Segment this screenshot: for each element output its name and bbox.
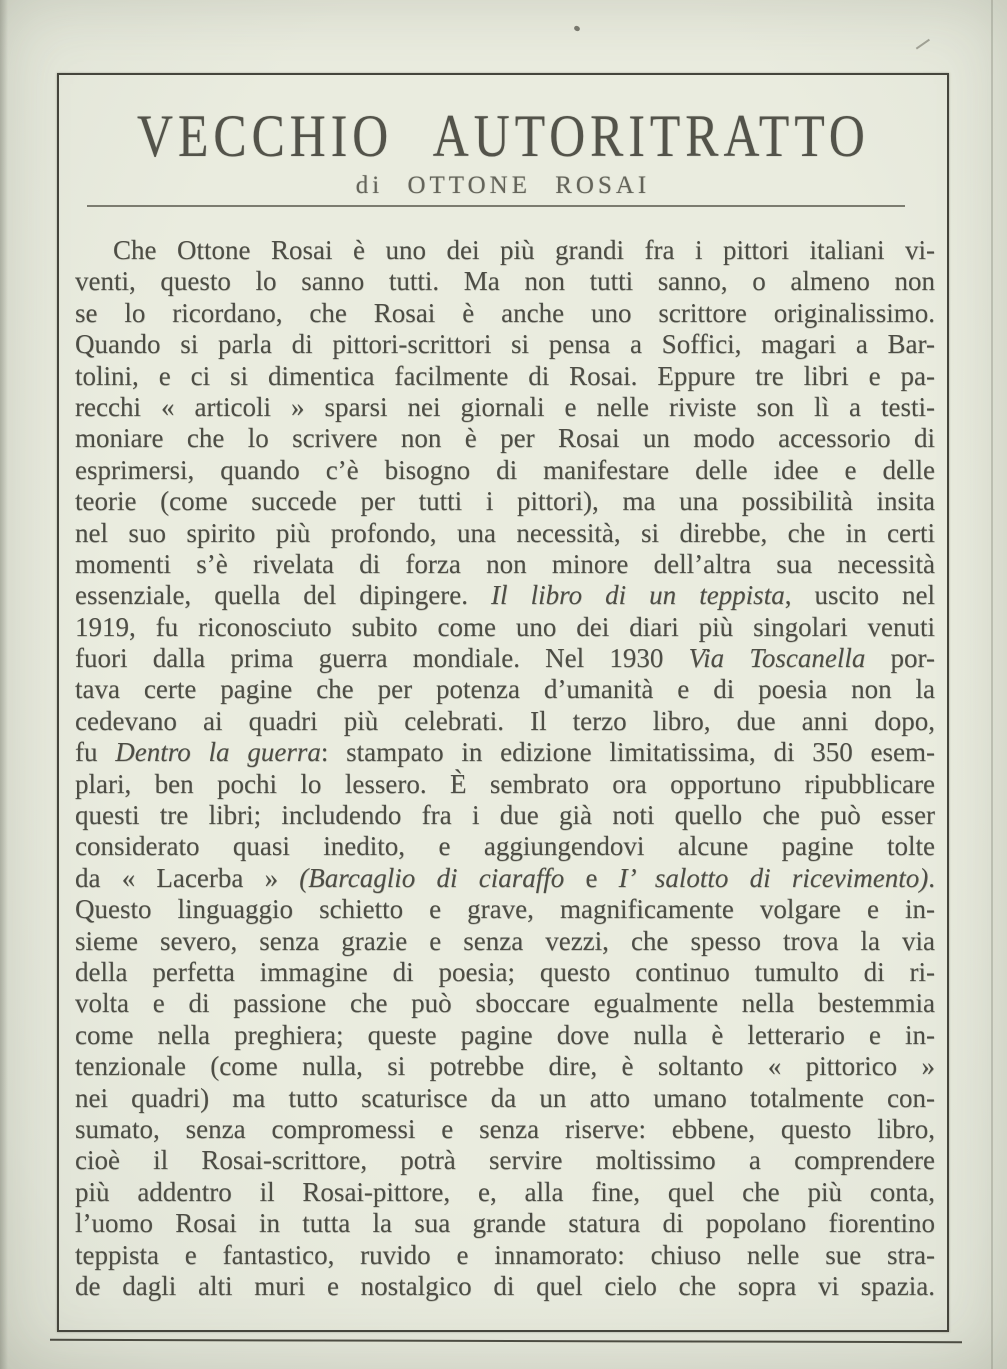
text-segment: Che Ottone Rosai è uno dei più grandi fra i pittori italiani vi- [113, 235, 935, 265]
page-frame [57, 73, 949, 1332]
book-title-italic: Il libro di un teppista [491, 580, 785, 611]
text-segment: moniare che lo scrivere non è per Rosai un modo accessorio di [75, 423, 935, 454]
text-segment: por- [865, 643, 936, 674]
text-segment: della perfetta immagine di poesia; questo continuo tumulto di ri- [75, 956, 935, 987]
text-line [75, 1145, 935, 1176]
text-segment: cedevano ai quadri più celebrati. Il terzo libro, due anni dopo, [75, 705, 935, 736]
text-line [75, 894, 935, 925]
text-segment: da « Lacerba » [75, 862, 300, 893]
text-line [75, 737, 935, 768]
page-edge-line-right [991, 0, 993, 1369]
article-title-text: VECCHIO AUTORITRATTO [136, 103, 870, 169]
bottom-double-rule [50, 1339, 962, 1343]
text-segment: più addentro il Rosai-pittore, e, alla fine, quel che più conta, [75, 1176, 935, 1207]
text-segment: tava certe pagine che per potenza d’umanità e di poesia non la [75, 674, 935, 705]
text-line [75, 1051, 935, 1082]
text-segment: momenti s’è rivelata di forza non minore dell’altra sua necessità [75, 548, 935, 579]
text-segment: teorie (come succede per tutti i pittori), ma una possibilità insita [75, 486, 935, 517]
text-segment: sieme severo, senza grazie e senza vezzi, che spesso trova la via [75, 925, 935, 956]
text-segment: fuori dalla prima guerra mondiale. Nel 1930 [75, 643, 689, 674]
text-segment: tenzionale (come nulla, si potrebbe dire, è soltanto « pittorico » [75, 1051, 935, 1082]
text-line [75, 831, 935, 862]
text-line [75, 800, 935, 831]
text-segment: plari, ben pochi lo lessero. È sembrato ora opportuno ripubblicare [75, 768, 935, 799]
text-line [75, 549, 935, 580]
text-line [75, 926, 935, 957]
text-line [75, 612, 935, 643]
text-segment: de dagli alti muri e nostalgico di quel cielo che sopra vi spazia. [75, 1270, 935, 1301]
text-segment: . [928, 862, 936, 893]
text-segment: venti, questo lo sanno tutti. Ma non tutti sanno, o almeno non [75, 266, 935, 297]
book-title-italic: I’ salotto di ricevimento) [618, 862, 929, 893]
text-line [75, 957, 935, 988]
text-segment: tolini, e ci si dimentica facilmente di Rosai. Eppure tre libri e pa- [75, 360, 935, 391]
byline [59, 172, 947, 200]
ink-speck [573, 25, 581, 32]
text-line [75, 1114, 935, 1145]
text-segment: recchi « articoli » sparsi nei giornali e nelle riviste son lì a testi- [75, 391, 935, 422]
book-title-italic: (Barcaglio di ciaraffo [299, 862, 565, 893]
text-line [75, 1240, 935, 1271]
text-segment: Quando si parla di pittori-scrittori si pensa a Soffici, magari a Bar- [75, 329, 935, 360]
text-line [75, 643, 935, 674]
byline-prefix: di [355, 172, 384, 199]
text-line [75, 361, 935, 392]
text-segment: cioè il Rosai-scrittore, potrà servire moltissimo a comprendere [75, 1145, 935, 1176]
text-segment: questi tre libri; includendo fra i due già noti quello che può esser [75, 800, 935, 831]
text-line [75, 455, 935, 486]
text-line [75, 235, 935, 266]
text-line [75, 1083, 935, 1114]
text-segment: volta e di passione che può sboccare egualmente nella bestemmia [75, 988, 935, 1019]
text-line [75, 674, 935, 705]
text-segment: sumato, senza compromessi e senza riserve: ebbene, questo libro, [75, 1113, 935, 1144]
text-segment: 1919, fu riconosciuto subito come uno dei diari più singolari venuti [75, 611, 935, 642]
text-line [75, 486, 935, 517]
book-title-italic: Dentro la guerra [115, 737, 321, 768]
text-line [75, 266, 935, 297]
text-segment: l’uomo Rosai in tutta la sua grande statura di popolano fiorentino [75, 1208, 935, 1239]
text-segment: nei quadri) ma tutto scaturisce da un atto umano totalmente con- [75, 1082, 935, 1113]
text-line [75, 1208, 935, 1239]
text-segment: fu [75, 737, 116, 768]
text-line [75, 423, 935, 454]
text-line [75, 1177, 935, 1208]
text-line [75, 518, 935, 549]
text-segment: come nella preghiera; queste pagine dove nulla è letterario e in- [75, 1019, 935, 1050]
text-segment: teppista e fantastico, ruvido e innamorato: chiuso nelle sue stra- [75, 1239, 935, 1270]
text-segment: , uscito nel [784, 580, 936, 611]
article-title [59, 102, 947, 171]
text-line [75, 769, 935, 800]
text-line [75, 988, 935, 1019]
text-segment: e [564, 862, 619, 893]
book-title-italic: Via Toscanella [688, 643, 866, 674]
text-segment: esprimersi, quando c’è bisogno di manifestare delle idee e delle [75, 454, 935, 485]
text-line [75, 298, 935, 329]
divider-rule [87, 205, 905, 207]
text-line [75, 863, 935, 894]
text-line [75, 392, 935, 423]
text-segment: : stampato in edizione limitatissima, di 350 esem- [320, 737, 935, 768]
text-line [75, 1020, 935, 1051]
text-line [75, 706, 935, 737]
page-edge-shadow-left [0, 0, 8, 1369]
text-segment: se lo ricordano, che Rosai è anche uno scrittore originalissimo. [75, 297, 935, 328]
text-segment: Questo linguaggio schietto e grave, magnificamente volgare e in- [75, 894, 935, 925]
text-segment: considerato quasi inedito, e aggiungendovi alcune pagine tolte [75, 831, 935, 862]
text-line [75, 580, 935, 611]
text-segment: essenziale, quella del dipingere. [75, 580, 492, 611]
byline-name: OTTONE ROSAI [407, 172, 651, 199]
text-line [75, 1271, 935, 1302]
text-segment: nel suo spirito più profondo, una necessità, si direbbe, che in certi [75, 517, 935, 548]
article-text [75, 235, 935, 1302]
text-line [75, 329, 935, 360]
smudge-mark [910, 30, 930, 49]
